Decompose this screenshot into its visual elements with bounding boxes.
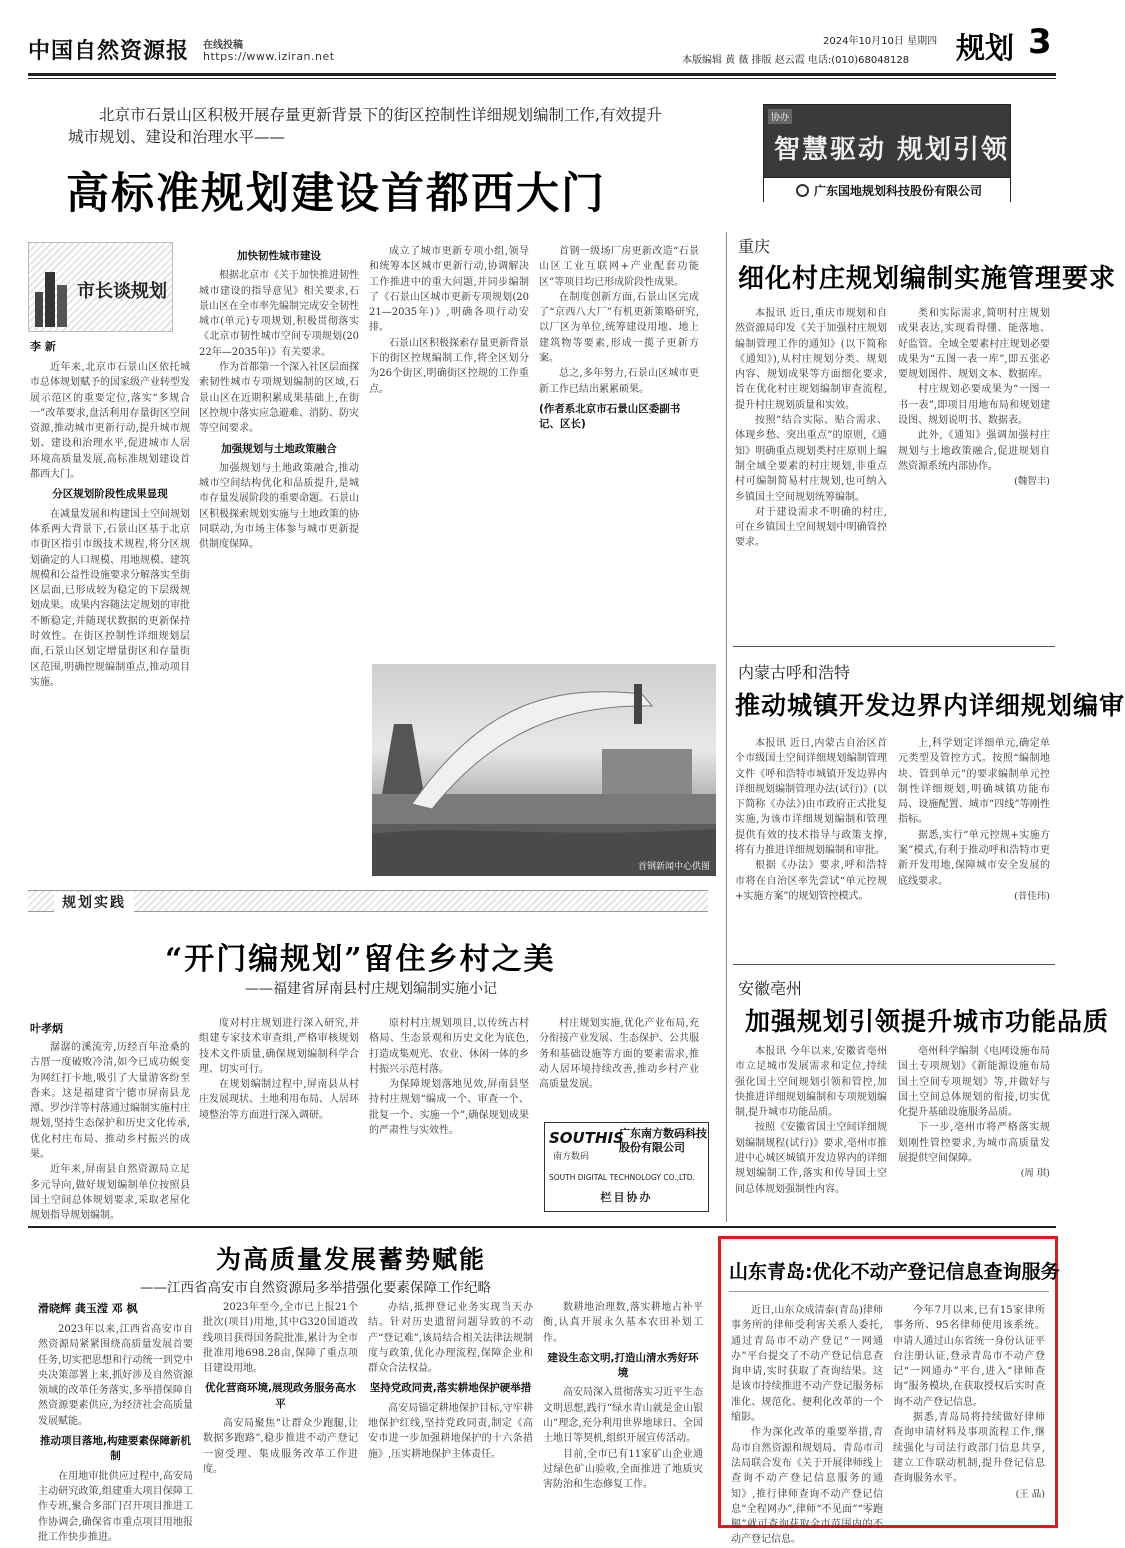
column-divider bbox=[726, 232, 727, 1222]
ad-mid-company-en: SOUTH DIGITAL TECHNOLOGY CO.,LTD. bbox=[549, 1173, 695, 1182]
lead-col4 bbox=[539, 244, 699, 654]
masthead bbox=[28, 22, 1058, 72]
practice-col3 bbox=[369, 1016, 529, 1216]
right2-para: 根据《办法》要求,呼和浩特市将在自治区率先尝试“单元控规+实施方案”的规划管控模式。 bbox=[735, 860, 887, 902]
photo-caption: 首钢新闻中心供图 bbox=[637, 862, 710, 872]
bottom-heading: 优化营商环境,展现政务服务高水平 bbox=[205, 1382, 356, 1410]
ad-mid-logo: SOUTHIS bbox=[549, 1129, 624, 1147]
bottom-para: 高安局深入贯彻落实习近平生态文明思想,践行“绿水青山就是金山银山”理念,充分利用世界地球日、全国土地日等契机,组织开展宣传活动。 bbox=[543, 1387, 703, 1445]
right1-para: 类和实际需求,简明村庄规划成果表达,实现看得懂、能落地、好监管。全域全要素村庄规划必要成果为“五图一表一库”,即五张必要规划图件、规划文本、数据库。 bbox=[898, 308, 1050, 381]
right2-para: 上,科学划定详细单元,确定单元类型及管控方式。按照“编制地块、管到单元”的要求编制单元控制性详细规划,明确城镇功能布局、设施配置、城市“四线”等刚性指标。 bbox=[898, 738, 1050, 826]
lead-col2-heading: 加快韧性城市建设 bbox=[237, 250, 321, 262]
practice-para: 为保障规划落地见效,屏南县坚持村庄规划“编成一个、审查一个、批复一个、实施一个”,确保规划成果的严肃性与实效性。 bbox=[369, 1079, 529, 1137]
divider bbox=[733, 646, 1055, 647]
highlight-headline: 山东青岛:优化不动产登记信息查询服务 bbox=[729, 1261, 1060, 1283]
lead-col2-para: 加强规划与土地政策融合,推动城市空间结构优化和品质提升,是城市存量发展阶段的重要命题。石景山区积极探索规划实施与土地政策的协同联动,为市场主体参与城市更新提供制度保障。 bbox=[199, 462, 359, 551]
lead-col1-para: 近年来,北京市石景山区依托城市总体规划赋予的国家级产业转型发展示范区的重要定位,落实“多规合一”改革要求,盘活利用存量街区空间资源,推动城市更新行动,提升城市规划、建设和治理水平,促进城市人居环境高质量发展,高标准规划建设首都西大门。 bbox=[30, 362, 190, 481]
highlight-para: 作为深化改革的重要举措,青岛市自然资源和规划局、青岛市司法局联合发布《关于开展律师线上查询不动产登记信息服务的通知》,推行律师查询不动产登记信息“全程网办”,律师“不见面”“零跑腿”就可查询获取全市范围内的不动产登记信息。 bbox=[731, 1427, 883, 1546]
bottom-authors: 滑晓辉 龚玉滢 邓 枫 bbox=[38, 1302, 138, 1315]
bottom-col4 bbox=[543, 1300, 703, 1532]
right1-para: 按照“结合实际、贴合需求、体现乡愁、突出重点”的原则,《通知》明确重点规划类村庄原则上编制全域全要素的村庄规划,非重点村可编制简易村庄规划,也可纳入乡镇国土空间规划统筹编制。 bbox=[735, 415, 887, 503]
lead-col4-para: 总之,多年努力,石景山区城市更新工作已结出累累硕果。 bbox=[539, 368, 699, 395]
highlight-box bbox=[718, 1236, 1060, 1546]
practice-para: 在规划编制过程中,屏南县从村庄发展现状、土地利用布局、人居环境整治等方面进行深入调研。 bbox=[199, 1079, 359, 1121]
city-skyline-icon bbox=[35, 267, 69, 327]
divider bbox=[733, 964, 1055, 965]
right1-headline: 细化村庄规划编制实施管理要求 bbox=[738, 264, 1117, 294]
ad-company: 广东国地规划科技股份有限公司 bbox=[814, 184, 983, 198]
right3-headline: 加强规划引领提升城市功能品质 bbox=[745, 1007, 1110, 1036]
issue-date: 2024年10月10日 星期四 bbox=[823, 36, 938, 47]
ad-mid-company: 广东南方数码科技股份有限公司 bbox=[619, 1127, 707, 1154]
right3-col1 bbox=[735, 1044, 887, 1214]
highlight-rule bbox=[729, 1291, 1049, 1292]
highlight-col2 bbox=[893, 1303, 1045, 1521]
bottom-rule bbox=[28, 1226, 1056, 1228]
right1-para: 本报讯 近日,重庆市规划和自然资源局印发《关于加强村庄规划编制管理工作的通知》(以下简称《通知》),从村庄规划分类、规划内容、规划成果等方面细化要求,旨在优化村庄规划编制审查流程,提升村庄规划质量和实效。 bbox=[735, 308, 887, 411]
lead-author-note: (作者系北京市石景山区委副书记、区长) bbox=[539, 402, 681, 431]
bottom-heading: 推动项目落地,构建要素保障新机制 bbox=[40, 1435, 191, 1463]
right1-col1 bbox=[735, 306, 887, 636]
ad-mid-cosponsor: 栏目协办 bbox=[600, 1191, 653, 1204]
highlight-para: 今年7月以来,已有15家律所事务所、95名律师使用该系统。申请人通过山东省统一身份认证平台注册认证,登录青岛市不动产登记“一网通办”平台,进入“律师查询”服务模块,在获取授权后实时查询不动产登记信息。 bbox=[893, 1305, 1045, 1408]
right1-para: 此外,《通知》强调加强村庄规划与土地政策融合,促进规划自然资源系统内部协作。 bbox=[898, 430, 1050, 472]
lead-col4-para: 在制度创新方面,石景山区完成了“京西八大厂”有机更新策略研究,以厂区为单位,统筹建设用地、地上建筑物等要素,形成一揽子更新方案。 bbox=[539, 291, 699, 365]
lead-col2-para: 根据北京市《关于加快推进韧性城市建设的指导意见》相关要求,石景山区在全市率先编制完成安全韧性城市(单元)专项规划,积极贯彻落实《北京市韧性城市空间专项规划(2022年—2035年)》有关要求。 bbox=[199, 270, 359, 358]
practice-para: 潺潺的溪流旁,历经百年沧桑的古厝一度破败冷清,如今已成功蜕变为网红打卡地,吸引了大量游客纷至沓来。这是福建省宁德市屏南县龙潭、罗沙洋等村落通过编制实施村庄规划,坚持生态保护和历史文化传承,优化村庄布局、推动乡村振兴的成果。 bbox=[30, 1042, 190, 1161]
right2-headline: 推动城镇开发边界内详细规划编审 bbox=[735, 691, 1125, 720]
highlight-para: 近日,山东众成清泰(青岛)律师事务所的律师受利害关系人委托,通过青岛市不动产登记“一网通办”平台提交了不动产登记信息查询申请,实时获取了查询结果。这是该市持续推进不动产登记服务标准化、规范化、便利化改革的一个缩影。 bbox=[731, 1305, 883, 1424]
company-logo-icon bbox=[796, 184, 809, 197]
right2-para: 据悉,实行“单元控规+实施方案”模式,有利于推动呼和浩特市更新开发用地,保障城市安全发展的底线要求。 bbox=[898, 829, 1050, 887]
right3-region: 安徽亳州 bbox=[738, 979, 803, 998]
lead-col3-para: 石景山区积极探索存量更新背景下的街区控规编制工作,将全区划分为26个街区,明确街区控规的工作重点。 bbox=[369, 337, 529, 395]
ad-mid-logo-sub: 南方数码 bbox=[553, 1152, 590, 1162]
right3-para: 按照《安徽省国土空间详细规划编制规程(试行)》要求,亳州市推进中心城区城镇开发边界内的详细规划编制工作,落实和传导国土空间总体规划强制性内容。 bbox=[735, 1122, 887, 1195]
lead-col1-heading: 分区规划阶段性成果显现 bbox=[52, 488, 168, 501]
bottom-para: 高安局聚焦“让群众少跑腿,让数据多跑路”,稳步推进不动产登记一窗受理、集成服务改革工作进度。 bbox=[203, 1418, 358, 1475]
right2-para: 本报讯 近日,内蒙古自治区首个市级国土空间详细规划编制管理文件《呼和浩特市城镇开发边界内详细规划编制管理办法(试行)》(以下简称《办法》)由市政府正式批复实施,为该市详细规划编制和管理提供有效的技术指导与政策支撑,将有力推进详细规划编制和审批。 bbox=[735, 738, 887, 857]
right1-col2 bbox=[898, 306, 1050, 636]
page-number: 3 bbox=[1028, 22, 1052, 62]
practice-para: 原村村庄规划项目,以传统古村格局、生态景观和历史文化为底色,打造成集观光、农业、休闲一体的乡村振兴示范村落。 bbox=[369, 1018, 529, 1075]
lead-headline: 高标准规划建设首都西大门 bbox=[66, 169, 606, 219]
bottom-headline: 为高质量发展蓄势赋能 bbox=[216, 1245, 487, 1274]
right3-col2 bbox=[898, 1044, 1050, 1214]
ad-company-bar bbox=[764, 177, 1010, 202]
bottom-subheadline: ——江西省高安市自然资源局多举措强化要素保障工作纪略 bbox=[140, 1280, 491, 1296]
column-badge bbox=[28, 242, 173, 332]
bottom-para: 数耕地治理数,落实耕地占补平衡,认真开展永久基本农田补划工作。 bbox=[543, 1302, 703, 1344]
ad-slogan: 智慧驱动 规划引领 bbox=[774, 135, 1010, 165]
right3-para: 下一步,亳州市将严格落实规划刚性管控要求,为城市高质量发展提供空间保障。 bbox=[898, 1122, 1050, 1165]
right2-col2 bbox=[898, 736, 1050, 956]
practice-col2 bbox=[199, 1016, 359, 1216]
practice-para: 近年来,屏南县自然资源局立足多元导向,做好规划编制单位按照县国土空间总体规划要求,采取老屋化规划指导规划编制。 bbox=[30, 1164, 190, 1222]
lead-author: 李 新 bbox=[30, 340, 56, 353]
practice-para: 度对村庄规划进行深入研究,并组建专家技术审查组,严格审核规划技术文件质量,确保规划编制科学合理、切实可行。 bbox=[199, 1018, 359, 1075]
highlight-signature: (王 晶) bbox=[1015, 1488, 1045, 1500]
practice-para: 村庄规划实施,优化产业布局,充分衔接产业发展、生态保护、公共服务和基础设施等方面的要素需求,推动人居环境持续改善,推动乡村产业高质量发展。 bbox=[539, 1018, 699, 1091]
practice-col1 bbox=[30, 1040, 190, 1222]
ad-tag: 协办 bbox=[768, 109, 792, 124]
bottom-para: 高安局锚定耕地保护目标,守牢耕地保护红线,坚持党政同责,制定《高安市进一步加强耕地保护的十六条措施》,压实耕地保护主体责任。 bbox=[368, 1402, 533, 1460]
lead-col2-heading: 加强规划与土地政策融合 bbox=[221, 442, 337, 455]
paper-name: 中国自然资源报 bbox=[28, 38, 190, 64]
site-url[interactable]: https://www.iziran.net bbox=[203, 50, 335, 63]
practice-subheadline: ——福建省屏南县村庄规划编制实施小记 bbox=[245, 981, 497, 997]
right3-para: 本报讯 今年以来,安徽省亳州市立足城市发展需求和定位,持续强化国土空间规划引领和管控,加快推进详细规划编制和专项规划编制,提升城市功能品质。 bbox=[735, 1046, 887, 1119]
right2-signature: (昔佳玮) bbox=[1014, 890, 1050, 902]
right2-region: 内蒙古呼和浩特 bbox=[738, 663, 851, 682]
practice-col4 bbox=[539, 1016, 699, 1116]
bottom-para: 2023年以来,江西省高安市自然资源局紧紧围绕高质量发展首要任务,切实把思想和行动统一到党中央决策部署上来,抓好涉及自然资源领域的改革任务落实,多举措保障自然资源要素供应,为经济社会高质量发展赋能。 bbox=[38, 1324, 193, 1427]
lead-col4-para: 首钢一级场厂房更新改造“石景山区工业互联网+产业配套功能区”等项目均已形成阶段性成果。 bbox=[539, 246, 699, 288]
bottom-heading: 建设生态文明,打造山清水秀好环境 bbox=[547, 1351, 699, 1380]
bottom-col2 bbox=[203, 1300, 358, 1532]
lead-col3 bbox=[369, 244, 529, 654]
ad-top bbox=[763, 104, 1011, 202]
lead-col2-para: 作为首都第一个深入社区层面探索韧性城市专项规划编制的区域,石景山区在近期积累成果基础上,在街区控规中落实应急避难、消防、防灾等空间要求。 bbox=[199, 362, 359, 435]
staff-line: 本版编辑 黄 薇 排版 赵云霞 电话:(010)68048128 bbox=[682, 55, 910, 66]
bottom-para: 目前,全市已有11家矿山企业通过绿色矿山验收,全面推进了地质灾害防治和生态修复工作。 bbox=[543, 1448, 703, 1491]
practice-badge: 规划实践 bbox=[54, 892, 134, 912]
practice-author: 叶孝炳 bbox=[30, 1022, 63, 1035]
practice-headline: “开门编规划”留住乡村之美 bbox=[165, 942, 556, 977]
right1-region: 重庆 bbox=[738, 237, 771, 256]
submit-label: 在线投稿 bbox=[203, 40, 243, 51]
right3-para: 亳州科学编制《电网设施布局国土专项规划》《新能源设施布局国土空间专项规划》等,并做好与国土空间总体规划的衔接,切实优化提升基础设施服务品质。 bbox=[898, 1046, 1050, 1119]
bottom-col1 bbox=[38, 1322, 193, 1543]
bottom-col3 bbox=[368, 1300, 533, 1532]
lead-col1-para: 在减量发展和构建国土空间规划体系两大背景下,石景山区基于北京市街区指引市级技术规程,将分区规划确定的人口规模、用地规模、建筑规模和公益性设施要求分解落实至街区层面,已形成较为稳定的下层级规划成果。成果内容随法定规划的审批不断稳定,并随现状数据的更新保持时效性。在街区控制性详细规划层面,石景山区划定增量街区和存量街区范围,明确控规编制重点,推动项目实施。 bbox=[30, 508, 190, 688]
right2-col1 bbox=[735, 736, 887, 956]
right1-para: 对于建设需求不明确的村庄,可在乡镇国土空间规划中明确管控要求。 bbox=[735, 506, 887, 549]
masthead-rule bbox=[28, 73, 1056, 76]
lead-col3-para: 成立了城市更新专项小组,领导和统筹本区城市更新行动,协调解决工作推进中的重大问题,并同步编制了《石景山区城市更新专项规划(2021—2035年)》,明确各项行动安排。 bbox=[369, 246, 529, 334]
highlight-para: 据悉,青岛局将持续做好律师查询申请材料及事项流程工作,继续强化与司法行政部门信息共享,建立工作联动机制,提升登记信息查询服务水平。 bbox=[893, 1412, 1045, 1485]
bottom-para: 办结,抵押登记业务实现当天办结。针对历史遗留问题导致的不动产“登记难”,该局结合相关法律法规制度与政策,优化办理流程,保障企业和群众合法权益。 bbox=[368, 1302, 533, 1375]
photo-scene-graphic bbox=[372, 664, 716, 876]
bottom-para: 2023年至今,全市已上报21个批次(项目)用地,其中G320国道改线项目获得国务院批准,累计为全市批准用地698.28亩,保障了重点项目建设用地。 bbox=[203, 1302, 358, 1375]
lead-kicker: 北京市石景山区积极开展存量更新背景下的街区控制性详细规划编制工作,有效提升城市规划、建设和治理水平—— bbox=[68, 106, 662, 146]
practice-band bbox=[28, 888, 718, 916]
masthead-rule-thin bbox=[28, 78, 1056, 79]
right1-signature: (魏智丰) bbox=[1014, 476, 1050, 488]
lead-photo bbox=[372, 664, 716, 876]
column-badge-label: 市长谈规划 bbox=[77, 281, 167, 302]
highlight-col1 bbox=[731, 1303, 883, 1546]
bottom-heading: 坚持党政同责,落实耕地保护硬举措 bbox=[369, 1382, 532, 1395]
section-name: 规划 bbox=[956, 31, 1015, 65]
right3-signature: (周 琪) bbox=[1020, 1168, 1050, 1180]
right1-para: 村庄规划必要成果为“一图一书一表”,即项目用地布局和规划建设图、规划说明书、数据表。 bbox=[898, 384, 1050, 427]
bottom-para: 在用地审批供应过程中,高安局主动研究政策,组建重大项目保障工作专班,聚合多部门召开项目推进工作协调会,确保省市重点项目用地报批工作快步推进。 bbox=[38, 1470, 193, 1543]
ad-mid bbox=[544, 1122, 709, 1212]
